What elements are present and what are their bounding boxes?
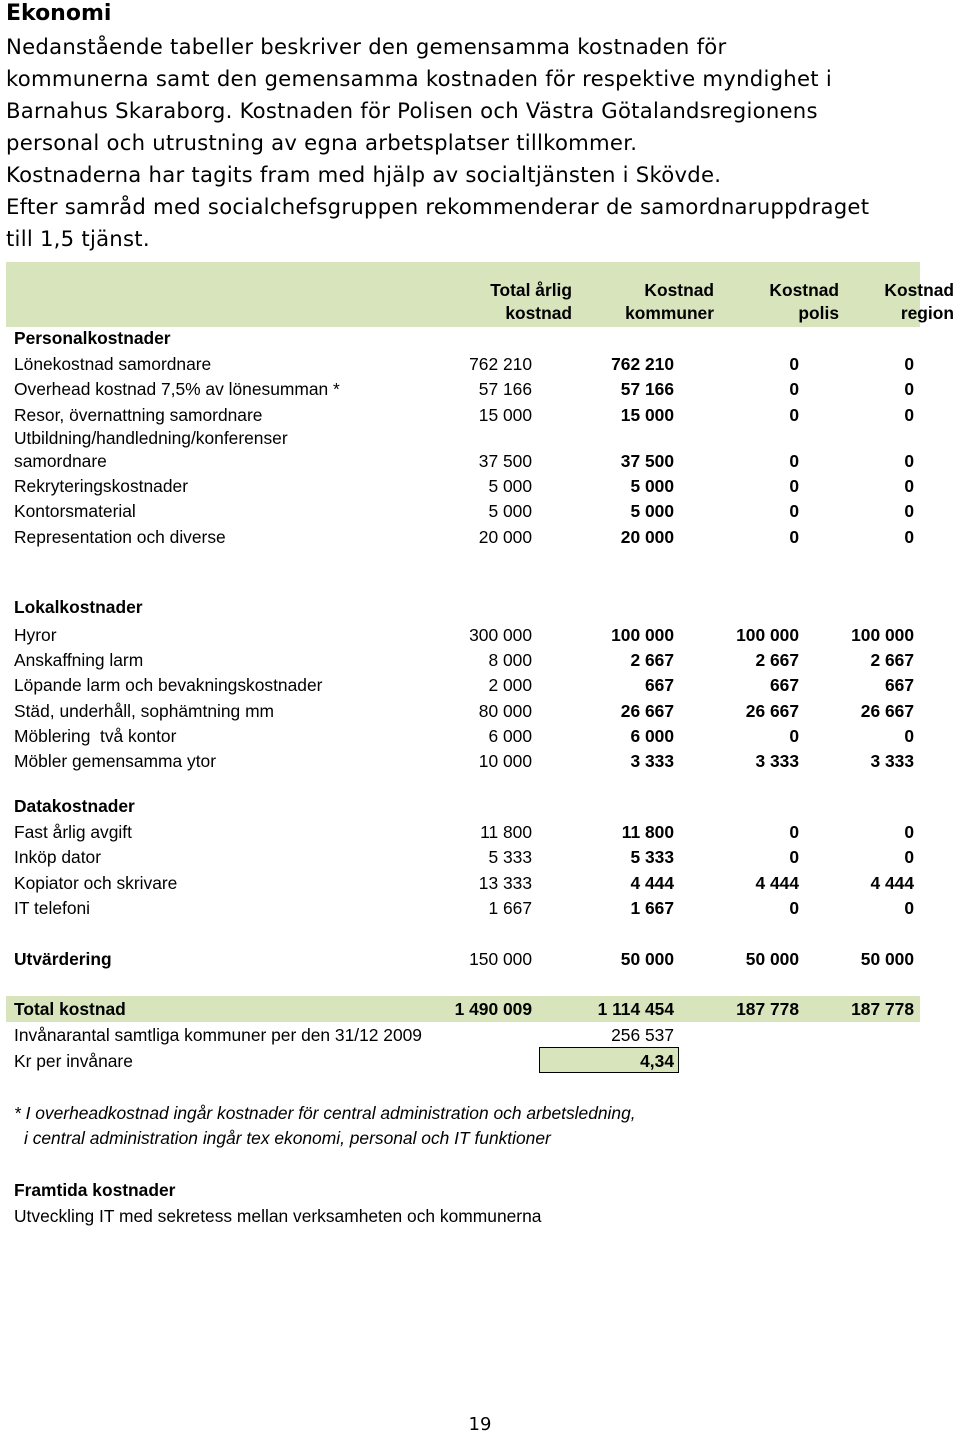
table-row xyxy=(6,451,920,476)
cell-polis: 100 000 xyxy=(736,625,799,645)
table-row-invanare xyxy=(6,1025,920,1050)
cell-kommuner: 50 000 xyxy=(620,949,674,969)
cell-total: 6 000 xyxy=(488,726,532,746)
row-label: Resor, övernattning samordnare xyxy=(14,405,263,425)
row-label: Kontorsmaterial xyxy=(14,501,136,521)
cell-polis: 187 778 xyxy=(736,999,799,1019)
cell-kommuner: 1 114 454 xyxy=(597,999,674,1019)
table-row xyxy=(6,354,920,379)
cell-total: 57 166 xyxy=(478,379,532,399)
row-label: Utbildning/handledning/konferenser xyxy=(14,428,288,448)
section-title xyxy=(6,597,920,622)
table-row xyxy=(6,726,920,751)
row-label: Kr per invånare xyxy=(14,1051,133,1071)
header-region-line2: region xyxy=(900,303,954,323)
cell-kommuner: 2 667 xyxy=(630,650,674,670)
intro-line: kommunerna samt den gemensamma kostnaden för respektive myndighet i xyxy=(6,66,832,91)
cell-kommuner: 100 000 xyxy=(611,625,674,645)
intro-line: personal och utrustning av egna arbetsplatser tillkommer. xyxy=(6,130,638,155)
cell-total: 11 800 xyxy=(480,822,532,842)
page-number: 19 xyxy=(468,1414,492,1435)
row-label: Fast årlig avgift xyxy=(14,822,132,842)
cell-polis: 0 xyxy=(789,354,799,374)
cell-polis: 0 xyxy=(789,726,799,746)
cell-total: 1 667 xyxy=(488,898,532,918)
cell-kommuner: 762 210 xyxy=(611,354,674,374)
framtida-text: Utveckling IT med sekretess mellan verksamheten och kommunerna xyxy=(14,1206,542,1226)
row-label: IT telefoni xyxy=(14,898,91,918)
section-data-title: Datakostnader xyxy=(14,796,135,816)
row-label: Möblering två kontor xyxy=(14,726,177,746)
table-row xyxy=(6,625,920,650)
cell-region: 2 667 xyxy=(870,650,914,670)
cell-polis: 3 333 xyxy=(755,751,799,771)
cell-total: 20 000 xyxy=(478,527,532,547)
cell-kommuner: 37 500 xyxy=(620,451,674,471)
cell-kommuner: 57 166 xyxy=(620,379,674,399)
intro-line: Kostnaderna har tagits fram med hjälp av socialtjänsten i Skövde. xyxy=(6,162,722,187)
row-label: Utvärdering xyxy=(14,949,112,969)
cell-polis: 0 xyxy=(789,822,799,842)
cell-region: 0 xyxy=(904,726,914,746)
header-polis-line2: polis xyxy=(798,303,839,323)
framtida-title: Framtida kostnader xyxy=(14,1180,176,1200)
cell-polis: 0 xyxy=(789,451,799,471)
cell-total: 300 000 xyxy=(469,625,532,645)
cell-total: 5 333 xyxy=(488,847,532,867)
cell-region: 667 xyxy=(884,675,914,695)
row-label-cont: samordnare xyxy=(14,451,107,471)
section-title xyxy=(6,796,920,821)
cell-region: 0 xyxy=(904,405,914,425)
row-label: Kopiator och skrivare xyxy=(14,873,178,893)
row-label: Anskaffning larm xyxy=(14,650,144,670)
cell-kommuner: 1 667 xyxy=(630,898,674,918)
row-label: Möbler gemensamma ytor xyxy=(14,751,216,771)
intro-section xyxy=(6,0,960,255)
intro-line: Efter samråd med socialchefsgruppen rekommenderar de samordnaruppdraget xyxy=(6,194,870,219)
cell-polis: 0 xyxy=(789,476,799,496)
row-label: Total kostnad xyxy=(14,999,126,1019)
cell-kr-per-value: 4,34 xyxy=(640,1051,674,1071)
cell-polis: 667 xyxy=(769,675,799,695)
section-lokal-title: Lokalkostnader xyxy=(14,597,143,617)
cell-total: 15 000 xyxy=(478,405,532,425)
cell-region: 0 xyxy=(904,501,914,521)
table-row xyxy=(6,847,920,872)
cell-kommuner: 5 000 xyxy=(630,476,674,496)
table-row xyxy=(6,822,920,847)
cell-kommuner: 5 000 xyxy=(630,501,674,521)
cell-polis: 26 667 xyxy=(745,701,799,721)
cell-polis: 0 xyxy=(789,379,799,399)
table-row xyxy=(6,501,920,526)
table-row xyxy=(6,751,920,776)
cell-kommuner: 3 333 xyxy=(630,751,674,771)
cell-total: 37 500 xyxy=(478,451,532,471)
table-row xyxy=(6,527,920,552)
cell-region: 0 xyxy=(904,898,914,918)
cell-kommuner: 11 800 xyxy=(621,822,674,842)
cell-total: 80 000 xyxy=(478,701,532,721)
table-row xyxy=(6,405,920,430)
cell-region: 100 000 xyxy=(851,625,914,645)
header-polis-line1: Kostnad xyxy=(769,280,839,300)
table-row xyxy=(6,675,920,700)
table-row xyxy=(6,701,920,726)
cell-kommuner: 4 444 xyxy=(630,873,674,893)
cell-region: 0 xyxy=(904,476,914,496)
table-row xyxy=(6,873,920,898)
header-kommuner-line2: kommuner xyxy=(625,303,714,323)
row-label: Inköp dator xyxy=(14,847,102,867)
cell-polis: 0 xyxy=(789,847,799,867)
cell-kommuner: 667 xyxy=(644,675,674,695)
row-label: Hyror xyxy=(14,625,57,645)
cell-total: 13 333 xyxy=(478,873,532,893)
row-label: Invånarantal samtliga kommuner per den 31/12 2009 xyxy=(14,1025,422,1045)
row-label: Städ, underhåll, sophämtning mm xyxy=(14,701,275,721)
page-title: Ekonomi xyxy=(6,1,112,26)
row-label: Lönekostnad samordnare xyxy=(14,354,212,374)
row-label: Overhead kostnad 7,5% av lönesumman * xyxy=(14,379,340,399)
header-polis xyxy=(769,279,839,325)
section-title xyxy=(6,328,920,353)
cell-region: 0 xyxy=(904,847,914,867)
cell-region: 3 333 xyxy=(870,751,914,771)
header-kommuner xyxy=(625,279,714,325)
intro-line: Nedanstående tabeller beskriver den gemensamma kostnaden för xyxy=(6,34,727,59)
cell-total: 10 000 xyxy=(478,751,532,771)
intro-line: Barnahus Skaraborg. Kostnaden för Polisen och Västra Götalandsregionens xyxy=(6,98,818,123)
cell-region: 0 xyxy=(904,822,914,842)
table-row xyxy=(6,650,920,675)
cell-region: 0 xyxy=(904,354,914,374)
table-row xyxy=(6,476,920,501)
footnote-line: i central administration ingår tex ekonomi, personal och IT funktioner xyxy=(24,1128,551,1148)
table-row-total xyxy=(6,999,920,1024)
header-kommuner-line1: Kostnad xyxy=(644,280,714,300)
cell-total: 8 000 xyxy=(488,650,532,670)
header-total xyxy=(490,279,572,325)
cell-kommuner: 26 667 xyxy=(620,701,674,721)
cell-region: 0 xyxy=(904,527,914,547)
intro-line: till 1,5 tjänst. xyxy=(6,226,150,251)
cell-region: 187 778 xyxy=(851,999,914,1019)
cell-region: 0 xyxy=(904,379,914,399)
cell-kommuner: 15 000 xyxy=(620,405,674,425)
section-personal-title: Personalkostnader xyxy=(14,328,171,348)
cell-region: 0 xyxy=(904,451,914,471)
table-row-utvardering xyxy=(6,949,920,974)
cell-polis: 0 xyxy=(789,405,799,425)
cell-total: 1 490 009 xyxy=(454,999,532,1019)
cell-region: 50 000 xyxy=(860,949,914,969)
header-region xyxy=(884,279,954,325)
cell-polis: 0 xyxy=(789,898,799,918)
table-row xyxy=(6,379,920,404)
cell-polis: 50 000 xyxy=(745,949,799,969)
intro-paragraph xyxy=(6,31,960,255)
cell-total: 762 210 xyxy=(469,354,532,374)
row-label: Rekryteringskostnader xyxy=(14,476,188,496)
header-total-line2: kostnad xyxy=(505,303,572,323)
cell-kommuner: 5 333 xyxy=(630,847,674,867)
cell-total: 5 000 xyxy=(488,501,532,521)
cell-region: 4 444 xyxy=(870,873,914,893)
cell-kommuner: 6 000 xyxy=(630,726,674,746)
row-label: Löpande larm och bevakningskostnader xyxy=(14,675,323,695)
cell-region: 26 667 xyxy=(860,701,914,721)
table-row xyxy=(6,898,920,923)
cell-total: 150 000 xyxy=(469,949,532,969)
cell-total: 2 000 xyxy=(488,675,532,695)
header-total-line1: Total årlig xyxy=(490,280,572,300)
table-row-label-line xyxy=(6,428,920,453)
cell-total: 5 000 xyxy=(488,476,532,496)
cell-kommuner: 20 000 xyxy=(620,527,674,547)
cell-invanare-value: 256 537 xyxy=(611,1025,674,1045)
header-region-line1: Kostnad xyxy=(884,280,954,300)
table-row-kr-per xyxy=(6,1051,920,1076)
footnote-line: * I overheadkostnad ingår kostnader för central administration och arbetsledning, xyxy=(14,1103,636,1123)
row-label: Representation och diverse xyxy=(14,527,226,547)
cell-polis: 0 xyxy=(789,501,799,521)
cell-polis: 0 xyxy=(789,527,799,547)
cell-polis: 4 444 xyxy=(755,873,799,893)
cell-polis: 2 667 xyxy=(755,650,799,670)
